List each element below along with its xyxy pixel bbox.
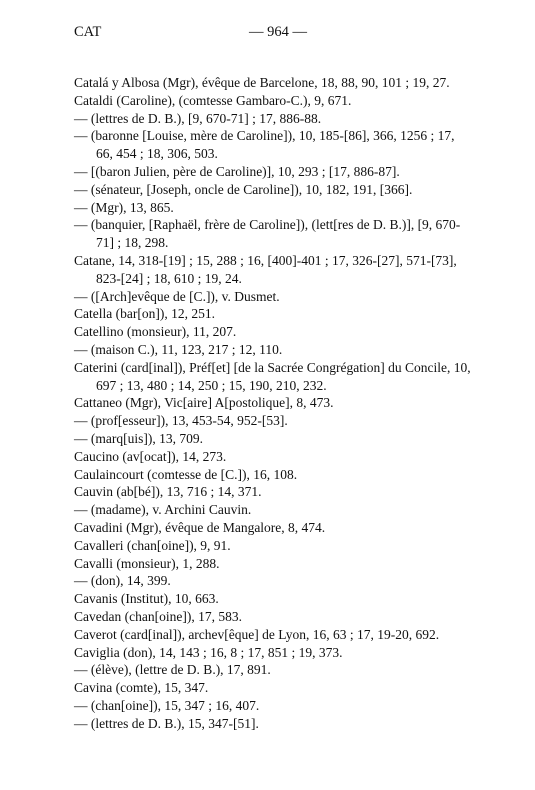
index-entry: Cataldi (Caroline), (comtesse Gambaro-C.), 9, 671. (74, 92, 352, 108)
index-entry: — (don), 14, 399. (74, 573, 171, 589)
index-entry: Catellino (monsieur), 11, 207. (74, 324, 237, 340)
index-entry: Cavedan (chan[oine]), 17, 583. (74, 608, 242, 624)
index-entry: Catalá y Albosa (Mgr), évêque de Barcelone, 18, 88, 90, 101 ; 19, 27. (74, 75, 450, 90)
index-column (74, 74, 474, 732)
index-entry: Cavalli (monsieur), 1, 288. (74, 555, 220, 571)
index-entry: — (lettres de D. B.), 15, 347-[51]. (74, 715, 259, 731)
index-entry: — (sénateur, [Joseph, oncle de Caroline]), 10, 182, 191, [366]. (74, 181, 413, 197)
index-entry: Caviglia (don), 14, 143 ; 16, 8 ; 17, 851 ; 19, 373. (74, 644, 343, 660)
index-entry: — ([Arch]evêque de [C.]), v. Dusmet. (74, 288, 280, 304)
page-number: — 964 — (249, 24, 307, 40)
index-entry: Cattaneo (Mgr), Vic[aire] A[postolique], 8, 473. (74, 395, 334, 411)
index-entry: Caulaincourt (comtesse de [C.]), 16, 108. (74, 466, 298, 482)
index-entry: — (madame), v. Archini Cauvin. (74, 502, 252, 518)
index-entry: — (chan[oine]), 15, 347 ; 16, 407. (74, 697, 260, 713)
index-entry: Cavanis (Institut), 10, 663. (74, 591, 219, 607)
index-entry: — [(baron Julien, père de Caroline)], 10, 293 ; [17, 886-87]. (74, 163, 400, 179)
index-entry: Catane, 14, 318-[19] ; 15, 288 ; 16, [400]-401 ; 17, 326-[27], 571-[73], 823-[24] ; 18, 610 ; 19, 24. (74, 252, 457, 286)
running-head-abbreviation: CAT (74, 24, 102, 40)
index-entry: — (baronne [Louise, mère de Caroline]), 10, 185-[86], 366, 1256 ; 17, 66, 454 ; 18, 306, 503. (74, 128, 455, 162)
index-entry: — (prof[esseur]), 13, 453-54, 952-[53]. (74, 413, 288, 429)
index-entry: Cauvin (ab[bé]), 13, 716 ; 14, 371. (74, 484, 262, 500)
index-entry: — (marq[uis]), 13, 709. (74, 430, 203, 446)
index-entry: Cavina (comte), 15, 347. (74, 680, 209, 696)
index-entry: Catella (bar[on]), 12, 251. (74, 306, 215, 322)
index-entry: — (Mgr), 13, 865. (74, 199, 174, 215)
index-entry: — (élève), (lettre de D. B.), 17, 891. (74, 662, 271, 678)
running-header (74, 24, 461, 42)
index-entry: Cavalleri (chan[oine]), 9, 91. (74, 537, 231, 553)
index-entry: — (lettres de D. B.), [9, 670-71] ; 17, 886-88. (74, 110, 322, 126)
index-entry: Caterini (card[inal]), Préf[et] [de la Sacrée Congrégation] du Concile, 10, 697 ; 13, 480 ; 14, 250 ; 15, 190, 210, 232. (74, 359, 471, 393)
index-entry: — (maison C.), 11, 123, 217 ; 12, 110. (74, 341, 283, 357)
index-entry: Cavadini (Mgr), évêque de Mangalore, 8, 474. (74, 519, 326, 535)
index-entry: Caucino (av[ocat]), 14, 273. (74, 448, 227, 464)
index-entry: — (banquier, [Raphaël, frère de Caroline]), (lett[res de D. B.)], [9, 670-71] ; 18, 298. (74, 217, 461, 251)
index-entry: Caverot (card[inal]), archev[êque] de Lyon, 16, 63 ; 17, 19-20, 692. (74, 626, 440, 642)
